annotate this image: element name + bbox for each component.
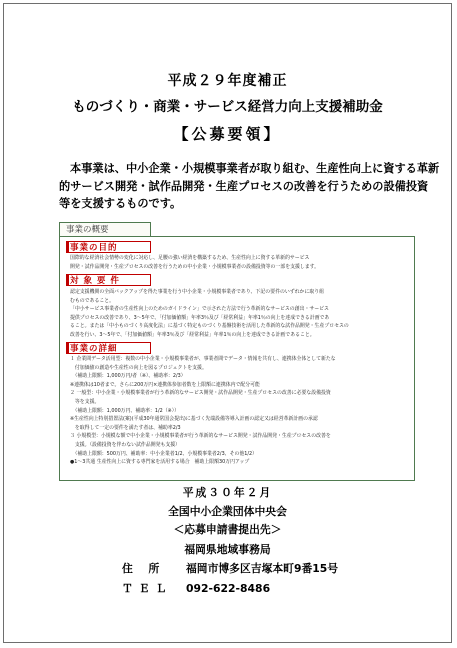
- overview-tab-label: 事業の概要: [59, 222, 151, 237]
- details-line: を取得して一定の要件を満たす者は、補助率2/3: [70, 424, 181, 431]
- requirements-line: 改善を行い、3〜5年で、「付加価値額」年率3％及び「経常利益」年率1％の向上を達成できる計画であること。: [70, 331, 315, 338]
- details-text: [70, 355, 408, 467]
- details-line: （補助上限額：500万円、補助率：中小企業者1/2、小規模事業者2/3、その他1/2）: [70, 450, 257, 457]
- document-page: [3, 3, 452, 643]
- details-line: 等を支援。: [70, 398, 100, 405]
- tel-label: ＴＥＬ: [122, 582, 173, 595]
- requirements-line: 「中小サービス事業者の生産性向上のためのガイドライン」で示された方法で行う革新的なサービスの創出・サービス: [70, 306, 329, 313]
- document-subtitle: 【公募要領】: [173, 125, 282, 143]
- submission-heading: ＜応募申請書提出先＞: [173, 523, 282, 536]
- address-row: [122, 561, 338, 576]
- requirements-line: 認定支援機関の全面バックアップを得た事業を行う中小企業・小規模事業者であり、下記の要件のいずれかに取り組: [70, 289, 324, 295]
- details-line: ※生産性向上特別措置法(案)(平成30年通常国会提出)に基づく先端設備等導入計画の認定又は経営革新計画の承認: [70, 416, 318, 423]
- overview-box: [59, 236, 415, 481]
- office-name: 福岡県地域事務局: [184, 543, 271, 556]
- intro-paragraph: [59, 160, 440, 213]
- address-label: 住 所: [122, 562, 166, 575]
- details-line: ●1〜3共通 生産性向上に資する専門家を活用する場合 補助上限額30万円アップ: [70, 459, 250, 466]
- tel-value: 092-622-8486: [186, 582, 271, 595]
- intro-line: 等を支援するものです。: [59, 197, 182, 210]
- purpose-line: 開発・試作品開発・生産プロセスの改善を行うための中小企業・小規模事業者の設備投資等の一部を支援します。: [70, 263, 320, 270]
- purpose-line: 国際的な経済社会情勢の変化に対応し、足腰の強い経済を構築するため、生産性向上に資する革新的サービス: [70, 255, 310, 261]
- details-line: １ 企業間データ活用型：複数の中小企業・小規模事業者が、事業者間でデータ・情報を共有し、連携体全体として新たな: [70, 356, 336, 362]
- issuer-name: 全国中小企業団体中央会: [168, 505, 287, 518]
- issue-date: 平成３０年２月: [182, 486, 273, 499]
- details-line: （補助上限額：1,000万円/者（※）、補助率：2/3）: [70, 373, 186, 380]
- details-line: （補助上限額：1,000万円、補助率：1/2（※））: [70, 407, 180, 414]
- intro-line: 的サービス開発・試作品開発・生産プロセスの改善を行うための設備投資: [59, 179, 429, 193]
- details-line: ※連携体は10者まで。さらに200万円×連携体参加者数を上限額に連携体内で配分可能: [70, 381, 260, 388]
- requirements-line: むものであること。: [70, 297, 115, 304]
- tel-row: [122, 581, 270, 596]
- purpose-heading: 事業の目的: [66, 241, 151, 253]
- fiscal-year: 平成２９年度補正: [167, 73, 288, 89]
- purpose-text: [70, 254, 408, 271]
- details-line: 付加価値の創造や生産性の向上を図るプロジェクトを支援。: [70, 364, 207, 371]
- details-line: ３ 小規模型：小規模な額で中小企業・小規模事業者が行う革新的なサービス開発・試作品開発・生産プロセスの改善を: [70, 433, 331, 440]
- document-title: ものづくり・商業・サービス経営力向上支援補助金: [72, 99, 383, 115]
- details-line: ２ 一般型：中小企業・小規模事業者が行う革新的なサービス開発・試作品開発・生産プロセスの改善に必要な設備投資: [70, 390, 331, 397]
- requirements-line: 提供プロセスの改善であり、3〜5年で、「付加価値額」年率3％及び「経常利益」年率1％の向上を達成できる計画であ: [70, 314, 330, 321]
- requirements-text: [70, 288, 408, 340]
- address-value: 福岡市博多区吉塚本町9番15号: [186, 562, 339, 575]
- details-line: 支援。（設備投資を伴わない試作品開発も支援）: [70, 441, 181, 448]
- intro-line: 本事業は、中小企業・小規模事業者が取り組む、生産性向上に資する革新: [70, 162, 440, 175]
- requirements-line: ること。または「中小ものづくり高度化法」に基づく特定ものづくり基盤技術を活用した革新的な試作品開発・生産プロセスの: [70, 323, 349, 330]
- details-heading: 事業の詳細: [66, 342, 151, 354]
- requirements-heading: 対 象 要 件: [66, 274, 151, 286]
